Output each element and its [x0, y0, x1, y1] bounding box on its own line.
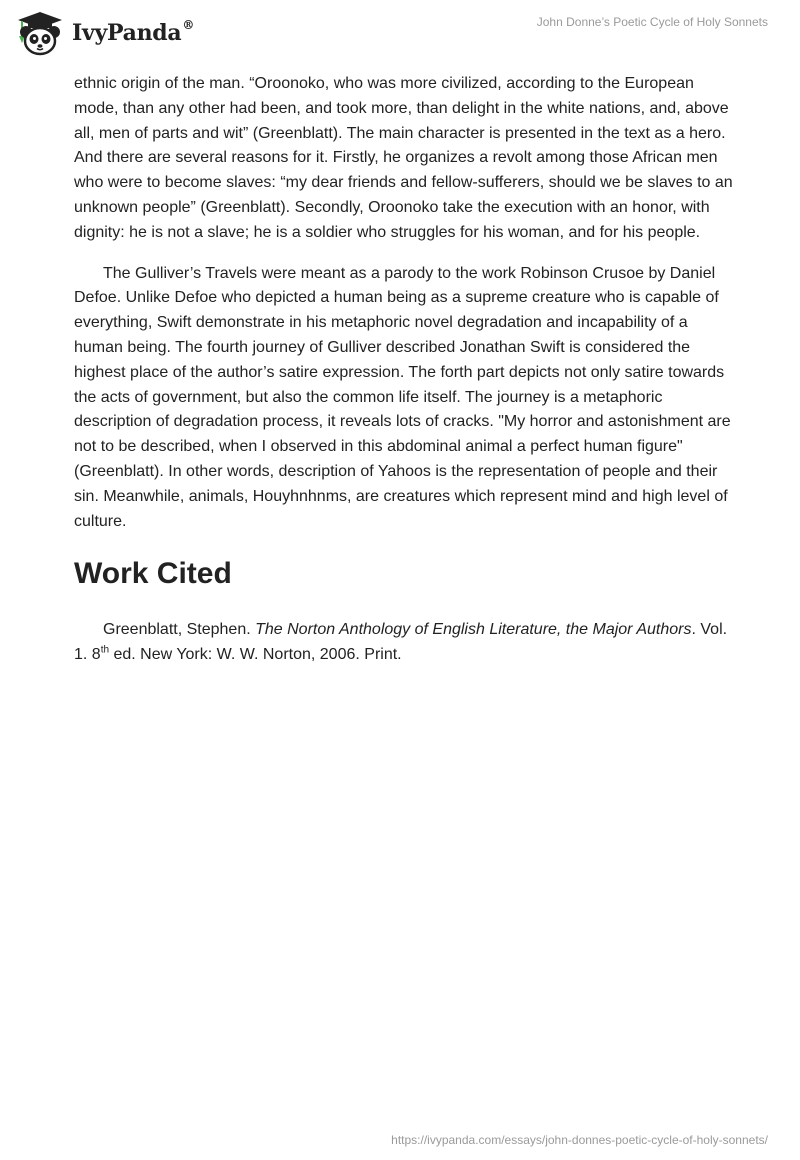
page-header	[0, 0, 800, 70]
citation-publication: ed. New York: W. W. Norton, 2006. Print.	[109, 646, 402, 664]
citation-title: The Norton Anthology of English Literature, the Major Authors	[255, 621, 692, 639]
document-title: John Donne’s Poetic Cycle of Holy Sonnets	[536, 15, 768, 29]
source-url[interactable]: https://ivypanda.com/essays/john-donnes-poetic-cycle-of-holy-sonnets/	[391, 1133, 768, 1147]
panda-graduation-cap-icon	[15, 10, 65, 56]
essay-content	[74, 72, 734, 668]
citation-volume: . Vol. 1. 8	[74, 621, 728, 664]
works-cited-heading: Work Cited	[74, 557, 232, 591]
citation-edition-suffix: th	[100, 644, 110, 656]
citation-author: Greenblatt, Stephen.	[103, 621, 256, 639]
citation-entry	[74, 618, 734, 668]
body-paragraph: ethnic origin of the man. “Oroonoko, who was more civilized, according to the European mode, than any other had been, and took more, than delight in the white nations, and, above all, men of parts and wit” (Greenblatt). The main character is presented in the text as a hero. And there are several reasons for it. Firstly, he organizes a revolt among those African men who were to become slaves: “my dear friends and fellow-sufferers, should we be slaves to an unknown people” (Greenblatt). Secondly, Oroonoko take the execution with an honor, with dignity: he is not a slave; he is a soldier who struggles for his woman, and for his people.	[74, 75, 733, 241]
logo-text: IvyPanda®	[72, 18, 195, 46]
body-paragraph: The Gulliver’s Travels were meant as a parody to the work Robinson Crusoe by Daniel Defoe. Unlike Defoe who depicted a human being as a supreme creature who is capable of everything, Swift demonstrate in his metaphoric novel degradation and incapability of a human being. The fourth journey of Gulliver described Jonathan Swift is considered the highest place of the author’s satire expression. The forth part depicts not only satire towards the acts of government, but also the common life itself. The journey is a metaphoric description of degradation process, it reveals lots of cracks. "My horror and astonishment are not to be described, when I observed in this abdominal animal a perfect human figure" (Greenblatt). In other words, description of Yahoos is the representation of people and their sin. Meanwhile, animals, Houyhnhnms, are creatures which represent mind and high level of culture.	[74, 264, 731, 530]
ivypanda-logo[interactable]	[15, 8, 194, 58]
